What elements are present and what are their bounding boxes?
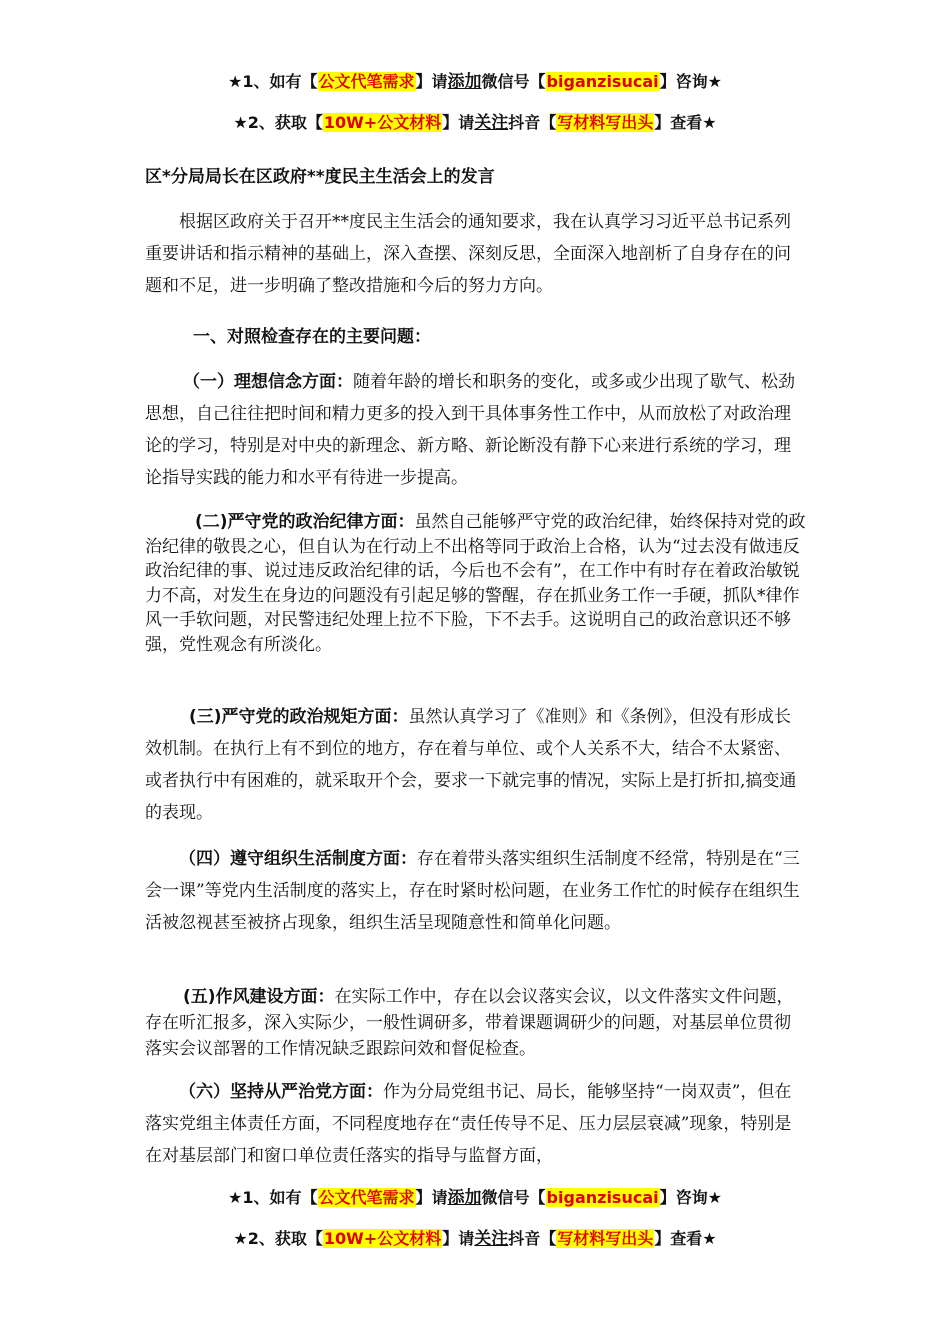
banner-text: ★2、获取【 bbox=[233, 1229, 323, 1248]
item-paragraph-3 bbox=[145, 701, 807, 829]
banner-text: 抖音【 bbox=[508, 1229, 557, 1248]
item-paragraph-4 bbox=[145, 843, 807, 939]
top-banner-line2 bbox=[0, 111, 950, 135]
banner-emphasis: 添加 bbox=[447, 1188, 482, 1208]
banner-emphasis: 关注 bbox=[474, 1229, 509, 1249]
banner-text: 】咨询★ bbox=[659, 1188, 722, 1207]
item-body: 虽然自己能够严守党的政治纪律，始终保持对党的政治纪律的敬畏之心，但自认为在行动上不出格等同于政治上合格，认为“过去没有做违反政治纪律的事、说过违反政治纪律的话，今后也不会有”，在工作中有时存在着政治敏锐力不高，对发生在身边的问题没有引起足够的警醒，存在抓业务工作一手硬，抓队*律作风一手软问题，对民警违纪处理上拉不下脸，下不去手。这说明自己的政治意识还不够强，党性观念有所淡化。 bbox=[145, 512, 806, 655]
banner-wechat-id: biganzisucai bbox=[546, 72, 659, 91]
banner-douyin-id: 写材料写出头 bbox=[557, 1229, 654, 1248]
item-body: 随着年龄的增长和职务的变化，或多或少出现了歇气、松劲思想，自己往往把时间和精力更多的投入到干具体事务性工作中，从而放松了对政治理论的学习，特别是对中央的新理念、新方略、新论断没有静下心来进行系统的学习，理论指导实践的能力和水平有待进一步提高。 bbox=[145, 372, 795, 488]
top-banner-line1 bbox=[0, 70, 950, 94]
banner-text: 】请 bbox=[442, 1229, 475, 1248]
banner-text: ★2、获取【 bbox=[233, 113, 323, 132]
item-paragraph-6 bbox=[145, 1076, 807, 1172]
banner-wechat-id: biganzisucai bbox=[546, 1188, 659, 1207]
item-paragraph-2 bbox=[145, 510, 807, 657]
banner-text: 抖音【 bbox=[508, 113, 557, 132]
banner-highlight: 10W+公文材料 bbox=[323, 113, 442, 132]
bottom-banner-line1 bbox=[0, 1186, 950, 1210]
bottom-banner-line2 bbox=[0, 1227, 950, 1251]
banner-douyin-id: 写材料写出头 bbox=[557, 113, 654, 132]
item-paragraph-5 bbox=[145, 984, 807, 1062]
banner-text: 】请 bbox=[442, 113, 475, 132]
item-heading: (三)严守党的政治规矩方面： bbox=[189, 707, 409, 727]
banner-text: 微信号【 bbox=[481, 1188, 546, 1207]
item-body: 虽然认真学习了《准则》和《条例》，但没有形成长效机制。在执行上有不到位的地方，存在着与单位、或个人关系不大，结合不太紧密、或者执行中有困难的，就采取开个会，要求一下就完事的情况，实际上是打折扣,搞变通的表现。 bbox=[145, 707, 797, 823]
banner-text: 】请 bbox=[415, 72, 448, 91]
section-heading: 一、对照检查存在的主要问题： bbox=[193, 327, 431, 347]
banner-text: ★1、如有【 bbox=[228, 72, 318, 91]
item-body: 在实际工作中，存在以会议落实会议，以文件落实文件问题，存在听汇报多，深入实际少，一般性调研多，带着课题调研少的问题，对基层单位贯彻落实会议部署的工作情况缺乏跟踪问效和督促检查。 bbox=[145, 987, 794, 1059]
item-heading: (二)严守党的政治纪律方面： bbox=[195, 512, 415, 532]
item-heading: （一）理想信念方面： bbox=[183, 372, 353, 392]
item-heading: （四）遵守组织生活制度方面： bbox=[179, 849, 417, 869]
item-body: 作为分局党组书记、局长，能够坚持“一岗双责”，但在落实党组主体责任方面，不同程度地存在“责任传导不足、压力层层衰减”现象，特别是在对基层部门和窗口单位责任落实的指导与监督方面， bbox=[145, 1082, 792, 1166]
intro-paragraph: 根据区政府关于召开**度民主生活会的通知要求，我在认真学习习近平总书记系列重要讲话和指示精神的基础上，深入查摆、深刻反思，全面深入地剖析了自身存在的问题和不足，进一步明确了整改措施和今后的努力方向。 bbox=[145, 212, 791, 296]
banner-text: 】咨询★ bbox=[659, 72, 722, 91]
banner-text: ★1、如有【 bbox=[228, 1188, 318, 1207]
banner-text: 】请 bbox=[415, 1188, 448, 1207]
banner-highlight: 10W+公文材料 bbox=[323, 1229, 442, 1248]
banner-highlight: 公文代笔需求 bbox=[318, 72, 415, 91]
item-body: 存在着带头落实组织生活制度不经常，特别是在“三会一课”等党内生活制度的落实上，存在时紧时松问题，在业务工作忙的时候存在组织生活被忽视甚至被挤占现象，组织生活呈现随意性和简单化问题。 bbox=[145, 849, 800, 933]
item-heading: (五)作风建设方面： bbox=[183, 987, 335, 1007]
banner-text: 】查看★ bbox=[654, 1229, 717, 1248]
item-paragraph-1 bbox=[145, 366, 807, 494]
banner-emphasis: 关注 bbox=[474, 113, 509, 133]
banner-text: 】查看★ bbox=[654, 113, 717, 132]
banner-highlight: 公文代笔需求 bbox=[318, 1188, 415, 1207]
banner-text: 微信号【 bbox=[481, 72, 546, 91]
banner-emphasis: 添加 bbox=[447, 72, 482, 92]
item-heading: （六）坚持从严治党方面： bbox=[179, 1082, 383, 1102]
document-title: 区*分局局长在区政府**度民主生活会上的发言 bbox=[145, 167, 495, 187]
